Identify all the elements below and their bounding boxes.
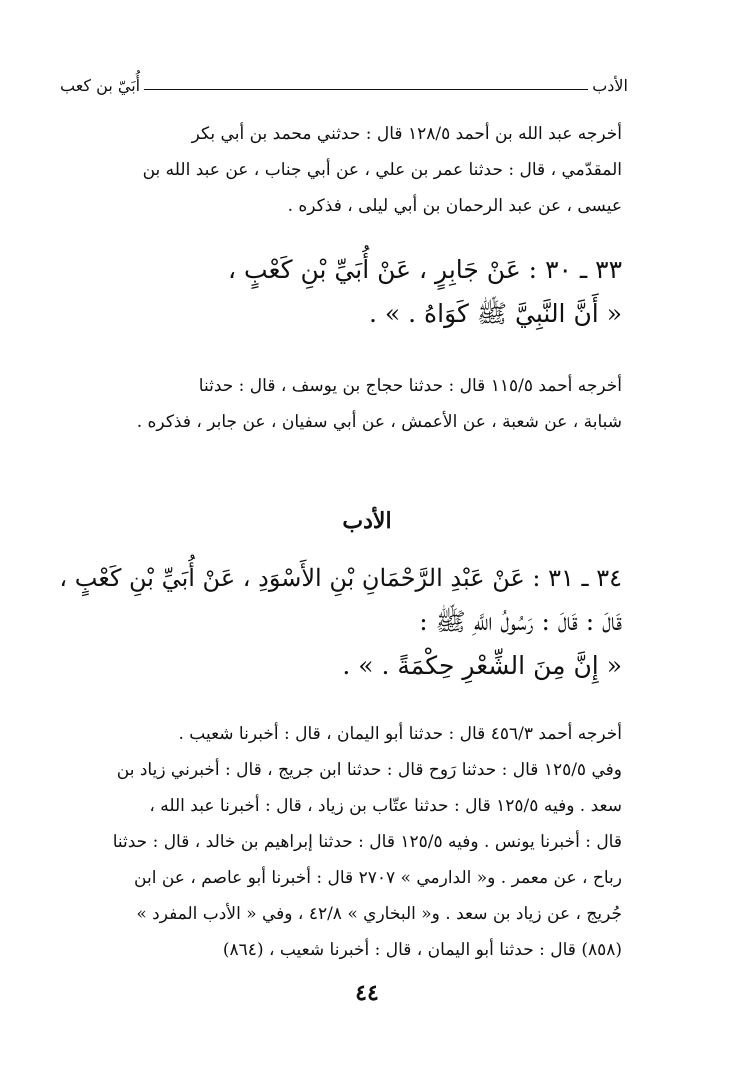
hadith-line: « أَنَّ النَّبِيَّ ﷺ كَوَاهُ . » . [369,299,622,328]
text-line: سعد . وفيه ١٢٥/٥ قال : حدثنا عتّاب بن زياد ، قال : أخبرنا عبد الله ، [149,796,622,816]
text-line: قال : أخبرنا يونس . وفيه ١٢٥/٥ قال : حدثنا إبراهيم بن خالد ، قال : حدثنا [112,832,622,852]
takhrij-paragraph-3 [56,716,622,968]
hadith-34 [56,556,622,688]
text-line: رباح ، عن معمر . و« الدارمي » ٢٧٠٧ قال : أخبرنا أبو عاصم ، عن ابن [134,868,622,888]
hadith-33 [102,248,622,336]
text-line: المقدّمي ، قال : حدثنا عمر بن علي ، عن أبي جناب ، عن عبد الله بن [142,160,622,180]
text-line: أخرجه عبد الله بن أحمد ١٢٨/٥ قال : حدثني محمد بن أبي بكر [191,124,622,144]
hadith-line: « إِنَّ مِنَ الشِّعْرِ حِكْمَةً . » . [342,651,622,680]
header-companion-name: أُبَيّ بن كعب [60,75,141,95]
text-line: شبابة ، عن شعبة ، عن الأعمش ، عن أبي سفيان ، عن جابر ، فذكره . [136,412,622,432]
hadith-line: قَالَ : قَالَ : رَسُولُ اللَّهِ ﷺ : [419,607,622,636]
section-title: الأدب [342,508,392,534]
text-line: جُريج ، عن زياد بن سعد . و« البخاري » ٤٢/٨ ، وفي « الأدب المفرد » [136,904,622,924]
takhrij-paragraph-1 [56,116,622,224]
text-line: وفي ١٢٥/٥ قال : حدثنا رَوح قال : حدثنا ابن جريج ، قال : أخبرني زياد بن [116,760,622,780]
running-header [60,74,628,96]
takhrij-paragraph-2 [56,368,622,440]
text-line: أخرجه أحمد ١١٥/٥ قال : حدثنا حجاج بن يوسف ، قال : حدثنا [198,376,622,396]
header-rule [144,80,588,90]
hadith-line: ٣٣ ـ ٣٠ : عَنْ جَابِرٍ ، عَنْ أُبَيِّ بْنِ كَعْبٍ ، [228,255,622,284]
text-line: (٨٥٨) قال : حدثنا أبو اليمان ، قال : أخبرنا شعيب ، (٨٦٤) [222,940,622,960]
text-line: أخرجه أحمد ٤٥٦/٣ قال : حدثنا أبو اليمان ، قال : أخبرنا شعيب . [178,724,622,744]
text-line: عيسى ، عن عبد الرحمان بن أبي ليلى ، فذكره . [287,196,622,216]
hadith-line: ٣٤ ـ ٣١ : عَنْ عَبْدِ الرَّحْمَانِ بْنِ الأَسْوَدِ ، عَنْ أُبَيِّ بْنِ كَعْبٍ ، [59,564,622,592]
page-number: ٤٤ [355,980,379,1006]
header-chapter: الأدب [592,75,628,95]
